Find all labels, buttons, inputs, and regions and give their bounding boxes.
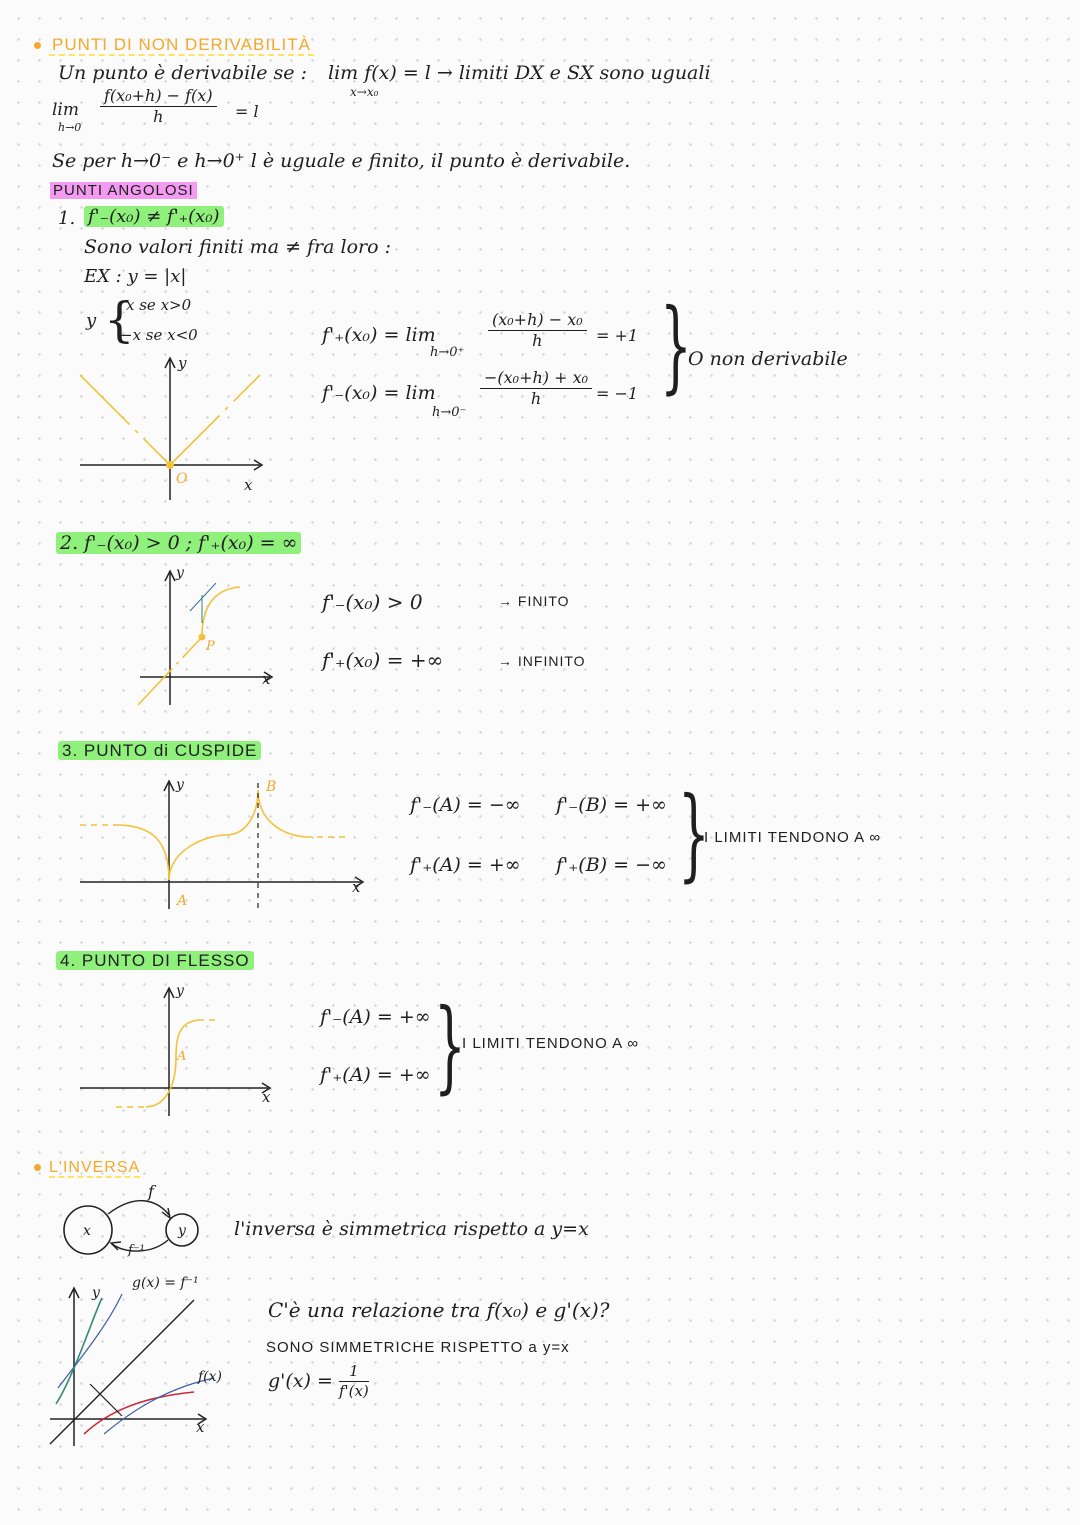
ratio-numerator: f(x₀+h) − f(x) [100, 88, 217, 107]
piecewise-y: y [86, 310, 97, 331]
limit-statement: lim f(x) = l → limiti DX e SX sono uguali [328, 62, 711, 84]
limit-subscript: x→x₀ [350, 85, 379, 99]
item2-left-derivative: f'₋(x₀) > 0 [322, 590, 423, 614]
flex-left-derivative: f'₋(A) = +∞ [320, 1006, 431, 1028]
item3-x-label: x [352, 878, 361, 896]
map-y-label: y [178, 1223, 186, 1239]
ratio-equals-l: = l [235, 102, 259, 121]
flex-right-derivative: f'₊(A) = +∞ [320, 1064, 431, 1086]
item2-finite-note: → FINITO [498, 593, 570, 609]
piecewise-case1: x se x>0 [126, 296, 192, 314]
derivable-intro: Un punto è derivabile se : [58, 62, 307, 84]
item2-x-label: x [262, 670, 271, 688]
derivative-brace: } [660, 287, 692, 404]
item2-infinite-note: → INFINITO [498, 653, 586, 669]
inverse-symmetry-text: l'inversa è simmetrica rispetto a y=x [234, 1218, 589, 1240]
flex-point-a: A [177, 1049, 187, 1064]
item2-y-label: y [176, 565, 184, 581]
graph1-origin-label: O [176, 471, 188, 487]
relation-answer: SONO SIMMETRICHE RISPETTO a y=x [266, 1339, 570, 1356]
f-arrow [108, 1201, 170, 1216]
item2-right-derivative: f'₊(x₀) = +∞ [322, 648, 444, 672]
cusp-brace: } [678, 775, 710, 892]
cusp-right-arc [258, 790, 306, 837]
right-derivative-result: = +1 [596, 326, 639, 345]
left-derivative: f'₋(x₀) = lim [322, 382, 436, 404]
cusp-middle-arc [169, 790, 258, 880]
item1-formula: f'₋(x₀) ≠ f'₊(x₀) [84, 208, 224, 226]
abs-right-branch [170, 375, 260, 465]
f-function-label: f(x) [198, 1369, 223, 1385]
cusp-a-left: f'₋(A) = −∞ [410, 794, 521, 816]
right-derivative-sub: h→0⁺ [430, 345, 465, 360]
flex-brace: } [434, 987, 466, 1104]
tangent-line [190, 583, 216, 611]
incremental-ratio [100, 88, 217, 125]
relation-question: C'è una relazione tra f(x₀) e g'(x)? [268, 1298, 610, 1322]
flex-lower-arc [146, 1057, 176, 1107]
item4-x-label: x [262, 1088, 271, 1106]
item4-y-label: y [176, 983, 184, 999]
formula-denominator: f'(x) [338, 1382, 369, 1400]
cusp-limits-note: I LIMITI TENDONO A ∞ [704, 829, 882, 846]
inverse-graph-y: y [92, 1285, 100, 1301]
item2-title: 2. f'₋(x₀) > 0 ; f'₊(x₀) = ∞ [56, 534, 301, 553]
bullet-icon [34, 42, 41, 49]
map-f-label: f [148, 1182, 154, 1201]
graph1-x-label: x [244, 476, 253, 494]
map-finv-label: f⁻¹ [128, 1243, 145, 1258]
item3-y-label: y [176, 777, 184, 793]
item4-title: 4. PUNTO DI FLESSO [56, 952, 254, 969]
flex-limits-note: I LIMITI TENDONO A ∞ [462, 1035, 640, 1052]
map-x-label: x [83, 1223, 91, 1239]
function-curve [84, 1392, 194, 1434]
cusp-point-b: B [266, 779, 277, 795]
incremental-limit [52, 90, 79, 120]
item2-point-label: P [206, 639, 215, 654]
cusp-graph [76, 775, 376, 915]
right-derivative-ratio: $\frac{\text{(x₀+h) − x₀}}{h}$ [488, 312, 587, 349]
lim-subscript: h→0 [58, 121, 82, 134]
heading-punti-angolosi: PUNTI ANGOLOSI [50, 183, 197, 198]
right-curve [202, 587, 240, 637]
cusp-b-right: f'₊(B) = −∞ [556, 854, 667, 876]
piecewise-case2: −x se x<0 [120, 326, 198, 344]
item3-title: 3. PUNTO di CUSPIDE [58, 742, 261, 759]
graph1-y-label: y [178, 354, 187, 372]
point-p [199, 634, 206, 641]
example-abs: EX : y = |x| [84, 266, 187, 287]
inverse-tangent [58, 1294, 122, 1388]
derivative-inverse-formula: g'(x) = $\frac{1}{f'(x)}$ [268, 1362, 369, 1400]
non-derivable-verdict: O non derivabile [688, 348, 848, 370]
item1-description: Sono valori finiti ma ≠ fra loro : [84, 236, 391, 258]
ratio-denominator: h [153, 107, 164, 126]
derivability-conclusion: Se per h→0⁻ e h→0⁺ l è uguale e finito, il punto è derivabile. [52, 150, 631, 172]
origin-point [166, 461, 174, 469]
cusp-a-right: f'₊(A) = +∞ [410, 854, 521, 876]
cusp-b-left: f'₋(B) = +∞ [556, 794, 667, 816]
inverse-curve [56, 1298, 102, 1404]
piecewise-brace: { [104, 292, 135, 348]
section-title-non-derivability: PUNTI DI NON DERIVABILITÀ [34, 36, 314, 53]
right-derivative: f'₊(x₀) = lim [322, 324, 436, 346]
cusp-left-arc [116, 825, 169, 880]
cusp-point-a: A [177, 893, 188, 909]
formula-numerator: 1 [339, 1364, 369, 1382]
left-derivative-sub: h→0⁻ [432, 405, 467, 420]
inverse-title: L'INVERSA [34, 1160, 140, 1176]
left-derivative-result: = −1 [596, 384, 639, 403]
inverse-graph-x: x [196, 1418, 205, 1436]
item1-number: 1. [58, 208, 76, 229]
lim-label: lim [52, 100, 79, 120]
abs-left-branch [80, 375, 170, 465]
left-derivative-ratio: $\frac{\text{−(x₀+h) + x₀}}{h}$ [480, 370, 592, 407]
bullet-icon [34, 1164, 41, 1171]
g-inverse-label: g(x) = f⁻¹ [132, 1275, 199, 1291]
